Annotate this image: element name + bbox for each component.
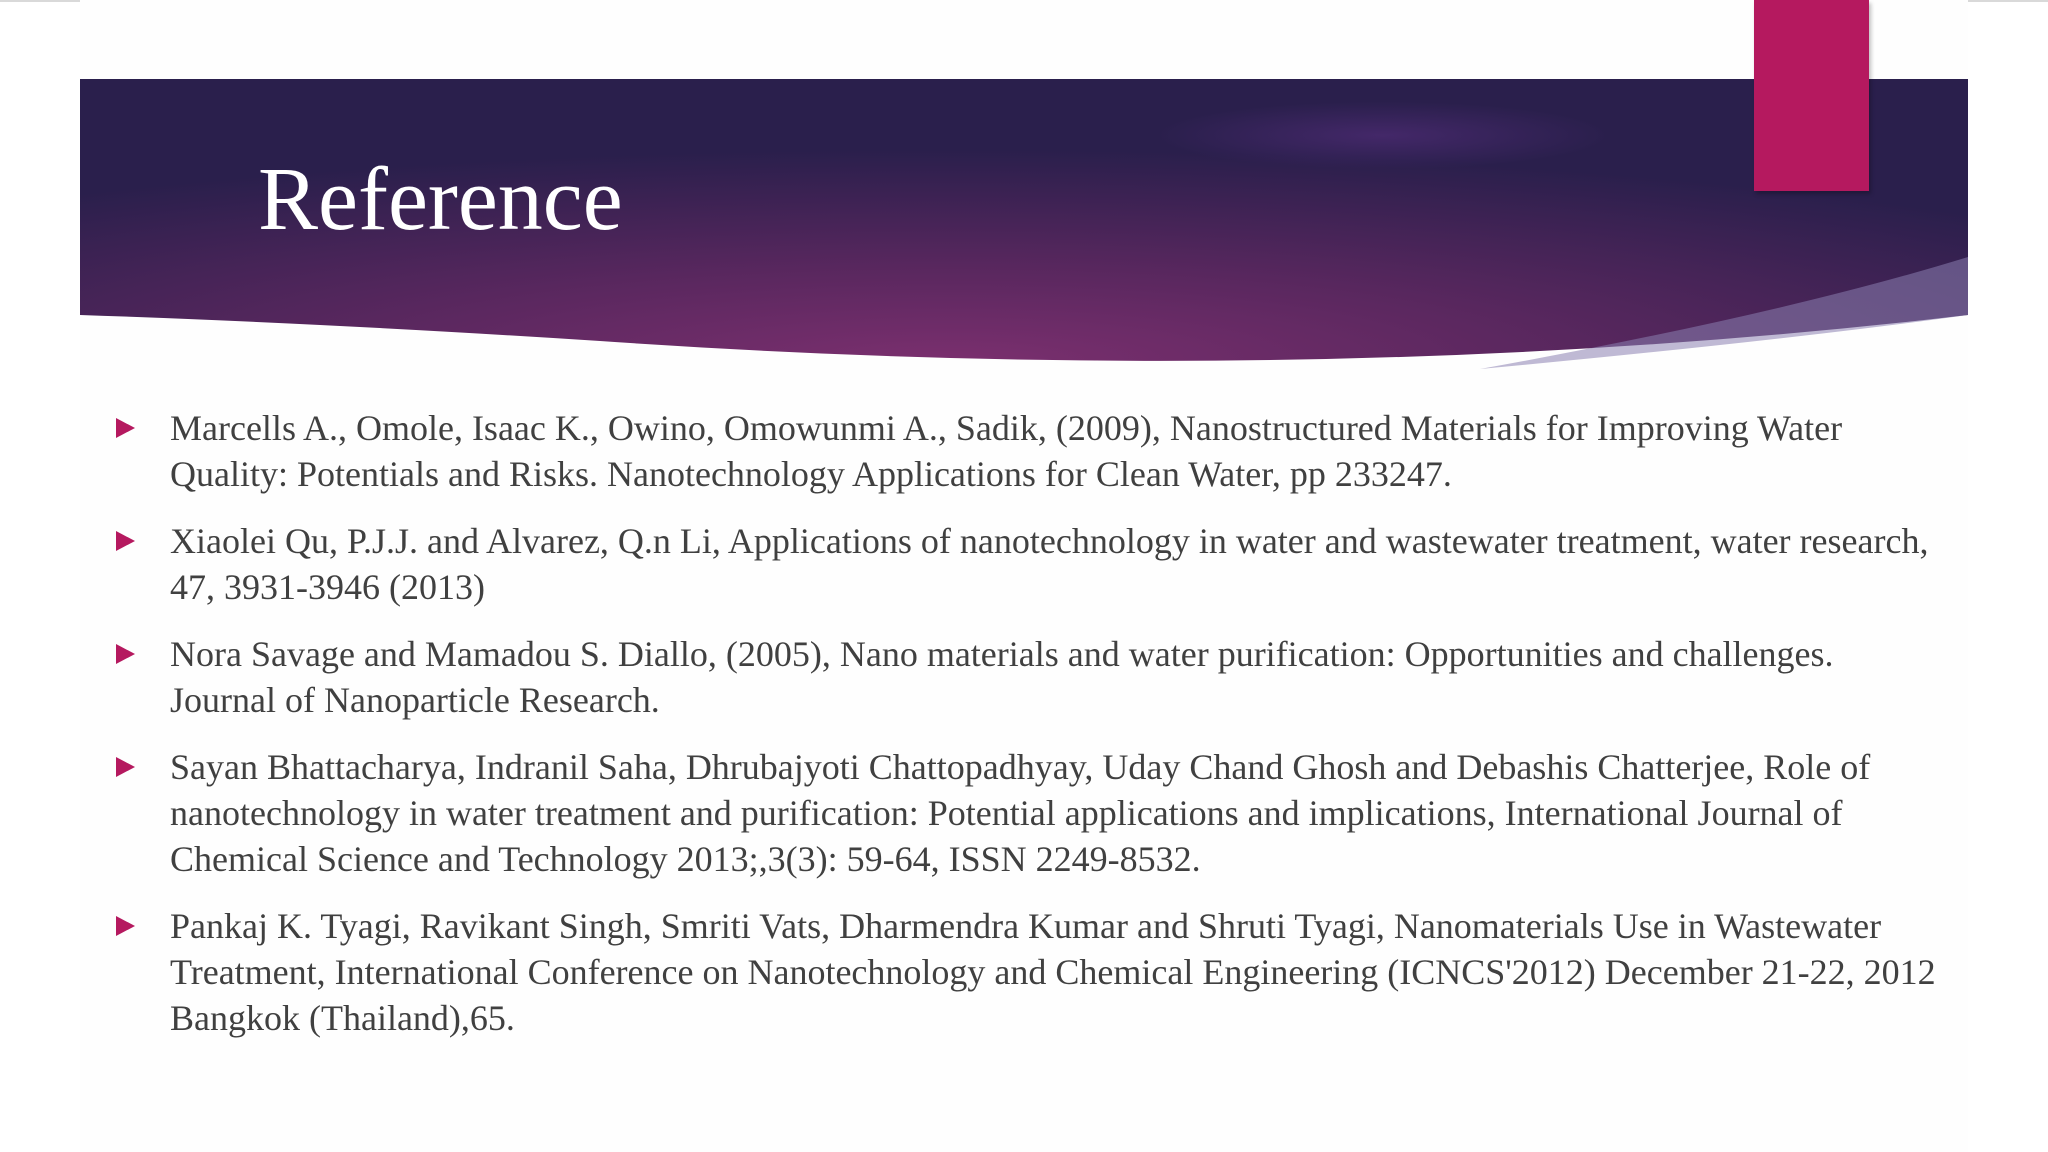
triangle-right-icon <box>116 916 135 936</box>
reference-item <box>114 518 1944 610</box>
accent-tab <box>1754 0 1869 191</box>
reference-text: Nora Savage and Mamadou S. Diallo, (2005), Nano materials and water purification: Opportunities and challenges. Journal of Nanoparticle Research. <box>170 634 1834 720</box>
reference-text: Sayan Bhattacharya, Indranil Saha, Dhrubajyoti Chattopadhyay, Uday Chand Ghosh and Debashis Chatterjee, Role of nanotechnology in water treatment and purification: Potential applications and implications, International Journal of Chemical Science and Technology 2013;,3(3): 59-64, ISSN 2249-8532. <box>170 747 1871 879</box>
triangle-right-icon <box>116 644 135 664</box>
reference-item <box>114 744 1944 882</box>
reference-text: Pankaj K. Tyagi, Ravikant Singh, Smriti Vats, Dharmendra Kumar and Shruti Tyagi, Nanomaterials Use in Wastewater Treatment, International Conference on Nanotechnology and Chemical Engineering (ICNCS'2012) December 21-22, 2012 Bangkok (Thailand),65. <box>170 906 1936 1038</box>
reference-text: Marcells A., Omole, Isaac K., Owino, Omowunmi A., Sadik, (2009), Nanostructured Materials for Improving Water Quality: Potentials and Risks. Nanotechnology Applications for Clean Water, pp 233247. <box>170 408 1843 494</box>
reference-list <box>114 405 1944 1062</box>
reference-item <box>114 903 1944 1041</box>
reference-item <box>114 631 1944 723</box>
reference-text: Xiaolei Qu, P.J.J. and Alvarez, Q.n Li, Applications of nanotechnology in water and wastewater treatment, water research, 47, 3931-3946 (2013) <box>170 521 1929 607</box>
triangle-right-icon <box>116 418 135 438</box>
slide-title: Reference <box>258 150 623 249</box>
reference-item <box>114 405 1944 497</box>
triangle-right-icon <box>116 757 135 777</box>
triangle-right-icon <box>116 531 135 551</box>
